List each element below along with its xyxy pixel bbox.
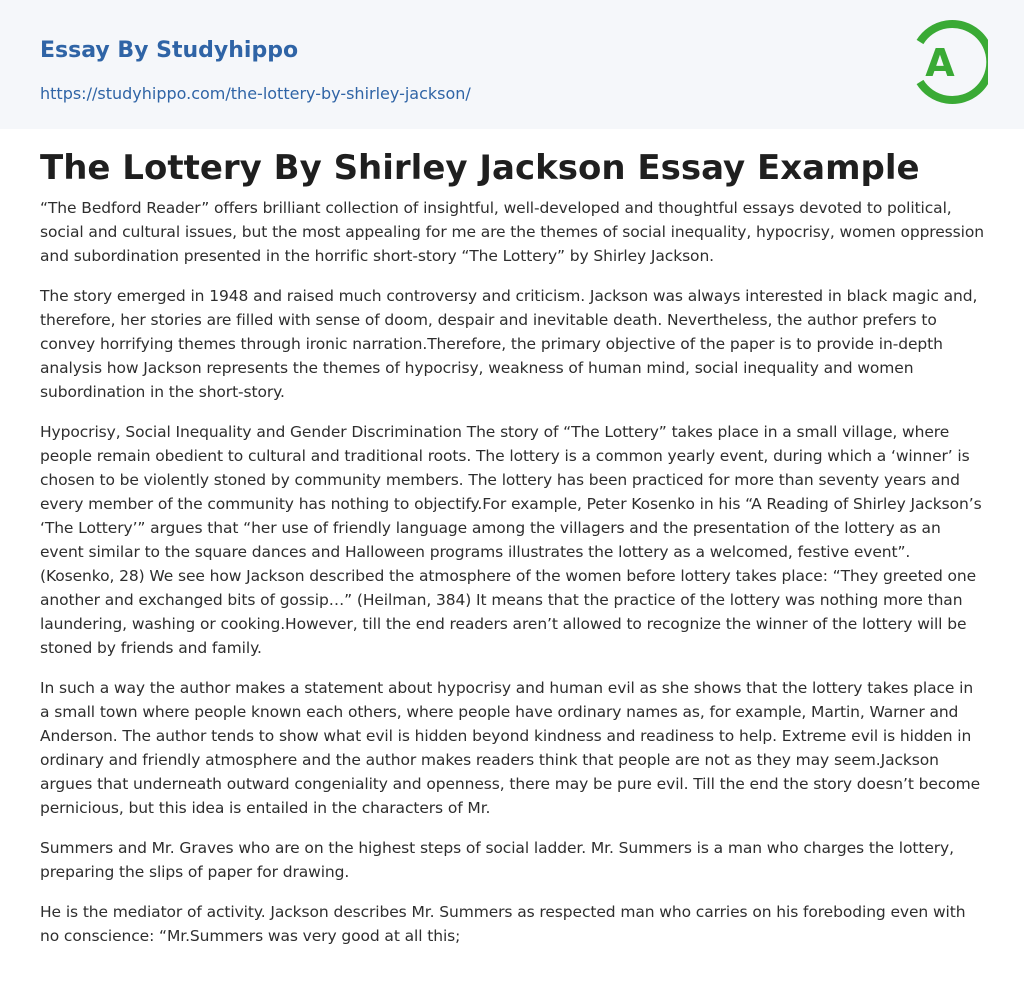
site-header: [0, 0, 1024, 129]
essay-paragraph: He is the mediator of activity. Jackson describes Mr. Summers as respected man who carries on his foreboding even with no conscience: “Mr.Summers was very good at all this;: [40, 903, 966, 945]
essay-paragraph: In such a way the author makes a statement about hypocrisy and human evil as she shows that the lottery takes place in a small town where people known each others, where people have ordinary names as, for example, Martin, Warner and Anderson. The author tends to show what evil is hidden beyond kindness and readiness to help. Extreme evil is hidden in ordinary and friendly atmosphere and the author makes readers think that people are not as they may seem.Jackson argues that underneath outward congeniality and openness, there may be pure evil. Till the end the story doesn’t become pernicious, but this idea is entailed in the characters of Mr.: [40, 679, 981, 817]
essay-paragraph: “The Bedford Reader” offers brilliant collection of insightful, well-developed and thoughtful essays devoted to political, social and cultural issues, but the most appealing for me are the themes of social inequality, hypocrisy, women oppression and subordination presented in the horrific short-story “The Lottery” by Shirley Jackson.: [40, 199, 984, 265]
logo-ring-icon: [912, 18, 988, 106]
essay-paragraph: Summers and Mr. Graves who are on the highest steps of social ladder. Mr. Summers is a man who charges the lottery, preparing the slips of paper for drawing.: [40, 839, 954, 881]
site-title[interactable]: Essay By Studyhippo: [40, 38, 299, 63]
essay-paragraph: Hypocrisy, Social Inequality and Gender Discrimination The story of “The Lottery” takes place in a small village, where people remain obedient to cultural and traditional roots. The lottery is a common yearly event, during which a ‘winner’ is chosen to be violently stoned by community members. The lottery has been practiced for more than seventy years and every member of the community has nothing to objectify.For example, Peter Kosenko in his “A Reading of Shirley Jackson’s ‘The Lottery’” argues that “her use of friendly language among the villagers and the presentation of the lottery as an event similar to the square dances and Halloween programs illustrates the lottery as a welcomed, festive event”. (Kosenko, 28) We see how Jackson described the atmosphere of the women before lottery takes place: “They greeted one another and exchanged bits of gossip…” (Heilman, 384) It means that the practice of the lottery was nothing more than laundering, washing or cooking.However, till the end readers aren’t allowed to recognize the winner of the lottery will be stoned by friends and family.: [40, 423, 982, 657]
essay-paragraph: The story emerged in 1948 and raised much controversy and criticism. Jackson was always interested in black magic and, therefore, her stories are filled with sense of doom, despair and inevitable death. Nevertheless, the author prefers to convey horrifying themes through ironic narration.Therefore, the primary objective of the paper is to provide in-depth analysis how Jackson represents the themes of hypocrisy, weakness of human mind, social inequality and women subordination in the short-story.: [40, 287, 978, 401]
source-url-link[interactable]: https://studyhippo.com/the-lottery-by-shirley-jackson/: [40, 84, 471, 103]
logo-letter: A: [925, 41, 955, 85]
essay-content: [40, 146, 984, 964]
page-title: The Lottery By Shirley Jackson Essay Example: [40, 148, 920, 188]
studyhippo-logo[interactable]: [912, 18, 988, 106]
